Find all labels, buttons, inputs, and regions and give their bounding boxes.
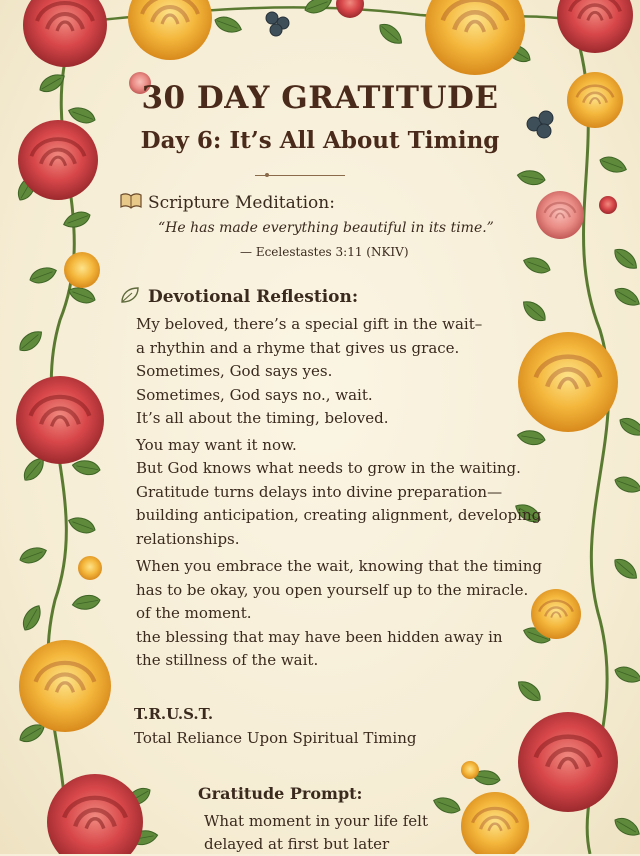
prompt-body (204, 810, 428, 856)
devotional-line: Sometimes, God says yes. (136, 362, 333, 380)
devotional-line: Sometimes, God says no., wait. (136, 385, 373, 404)
prompt-line: What moment in your life felt (204, 812, 429, 830)
scripture-heading-label: Scripture Meditation: (148, 193, 335, 213)
devotional-line: of the moment. (136, 604, 252, 622)
devotional-line: When you embrace the wait, knowing that the timing (136, 557, 542, 575)
trust-acronym: T.R.U.S.T. (134, 705, 214, 723)
devotional-line: has to be okay, you open yourself up to the miracle. (136, 580, 529, 599)
book-icon (120, 193, 140, 214)
devotional-line: relationships. (136, 529, 240, 548)
leaf-icon (120, 286, 140, 309)
devotional-line: But God knows what needs to grow in the waiting. (136, 459, 521, 477)
devotional-body (136, 313, 542, 673)
devotional-line: It’s all about the timing, beloved. (136, 409, 389, 427)
page-title: 30 DAY GRATITUDE (141, 80, 499, 116)
scripture-quote: “He has made everything beautiful in its time.” (158, 220, 494, 236)
devotional-line: building anticipation, creating alignment, developing (136, 506, 542, 524)
devotional-line: Gratitude turns delays into divine preparation— (136, 482, 503, 501)
devotional-line: the stillness of the wait. (136, 651, 319, 669)
prompt-heading: Gratitude Prompt: (198, 784, 363, 803)
devotional-line: the blessing that may have been hidden away in (136, 627, 503, 646)
divider (255, 175, 345, 176)
devotional-heading-label: Devotional Reflestion: (148, 287, 359, 307)
scripture-heading (120, 193, 335, 214)
devotional-line: My beloved, there’s a special gift in the wait– (136, 315, 483, 333)
devotional-line: a rhythin and a rhyme that gives us grace. (136, 338, 460, 357)
devotional-heading (120, 286, 358, 309)
prompt-line: delayed at first but later (204, 835, 390, 853)
page-subtitle: Day 6: It’s All About Timing (140, 127, 500, 154)
devotional-line: You may want it now. (136, 435, 297, 454)
scripture-reference: — Ecelestastes 3:11 (NKIV) (240, 245, 409, 259)
trust-definition: Total Reliance Upon Spiritual Timing (134, 729, 417, 747)
